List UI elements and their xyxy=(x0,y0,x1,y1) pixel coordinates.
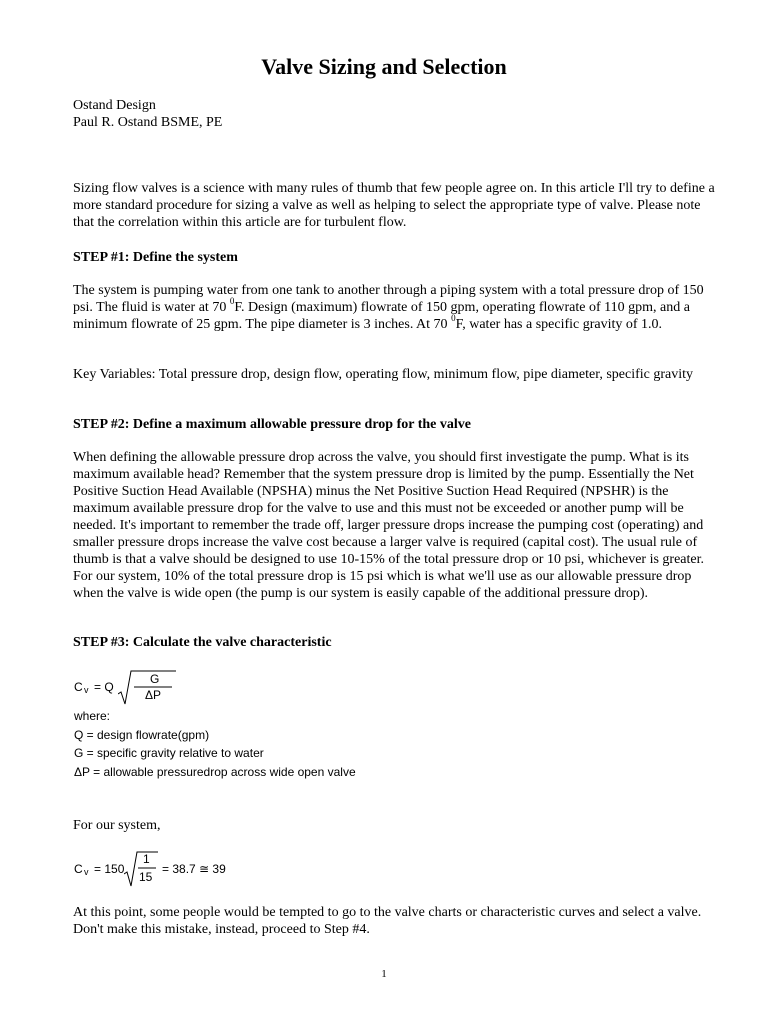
calc-denominator: 15 xyxy=(139,870,153,884)
page-number: 1 xyxy=(381,968,387,980)
author-name: Paul R. Ostand BSME, PE xyxy=(73,115,223,130)
cv-calculation xyxy=(74,850,274,890)
calc-result: = 38.7 ≅ 39 xyxy=(162,862,226,876)
fraction-denominator-dp: ΔP xyxy=(145,688,162,702)
step3-heading: STEP #3: Calculate the valve characteristic xyxy=(73,635,332,650)
intro-paragraph: Sizing flow valves is a science with many rules of thumb that few people agree on. In this article I'll try to define a more standard procedure for sizing a valve as well as helping to select the appropriate type of valve. Please note that the correlation within this article are for turbulent flow. xyxy=(73,181,715,230)
degree-sup-1: 0 xyxy=(229,296,235,307)
fraction-numerator-g: G xyxy=(150,672,160,686)
step1-body-b: F. Design (maximum) flowrate of 150 gpm, operating flowrate of 110 gpm, and a minimum flowrate of 25 gpm. The pipe diameter is 3 inches. At 70 xyxy=(73,300,690,332)
step1-key-variables: Key Variables: Total pressure drop, design flow, operating flow, minimum flow, pipe diameter, specific gravity xyxy=(73,367,694,382)
def-g: G = specific gravity relative to water xyxy=(74,746,264,760)
step2-heading: STEP #2: Define a maximum allowable pressure drop for the valve xyxy=(73,417,471,432)
calc-numerator: 1 xyxy=(143,852,150,866)
page-title: Valve Sizing and Selection xyxy=(261,54,507,79)
step2-body: When defining the allowable pressure drop across the valve, you should first investigate the pump. What is its maximum available head? Remember that the system pressure drop is limited by the pump. Essentially the Net Positive Suction Head Available (NPSHA) minus the Net Positive Suction Head Required (NPSHR) is the maximum available pressure drop for the valve to use and this must not be exceeded or another pump will be needed. It's important to remember the trade off, larger pressure drops increase the pumping cost (operating) and smaller pressure drops increase the valve cost because a larger valve is required (capital cost). The usual rule of thumb is that a valve should be designed to use 10-15% of the total pressure drop or 10 psi, whichever is greater. For our system, 10% of the total pressure drop is 15 psi which is what we'll use as our allowable pressure drop when the valve is wide open (the pump is our system is easily capable of the additional pressure drop). xyxy=(73,450,705,601)
calc-cv-subscript: v xyxy=(84,867,89,877)
degree-sup-2: 0 xyxy=(451,313,456,324)
where-label: where: xyxy=(74,709,111,723)
step1-body xyxy=(73,282,715,333)
step1-heading: STEP #1: Define the system xyxy=(73,250,238,265)
author-company: Ostand Design xyxy=(73,98,156,113)
cv-symbol: C xyxy=(74,680,83,694)
for-our-system: For our system, xyxy=(73,818,161,833)
calc-equals-150: = 150 xyxy=(94,862,125,876)
cv-subscript: v xyxy=(84,685,89,695)
calc-cv-symbol: C xyxy=(74,862,83,876)
equals-q: = Q xyxy=(94,680,114,694)
cv-formula xyxy=(74,668,194,708)
step1-body-c: F, water has a specific gravity of 1.0. xyxy=(455,317,663,332)
step3-closing: At this point, some people would be tempted to go to the valve charts or characteristic curves and select a valve. Don't make this mistake, instead, proceed to Step #4. xyxy=(73,905,702,937)
def-dp: ΔP = allowable pressuredrop across wide open valve xyxy=(74,765,356,779)
def-q: Q = design flowrate(gpm) xyxy=(74,728,210,742)
step1-body-a: The system is pumping water from one tank to another through a piping system with a total pressure drop of 150 psi. The fluid is water at 70 xyxy=(73,283,704,315)
